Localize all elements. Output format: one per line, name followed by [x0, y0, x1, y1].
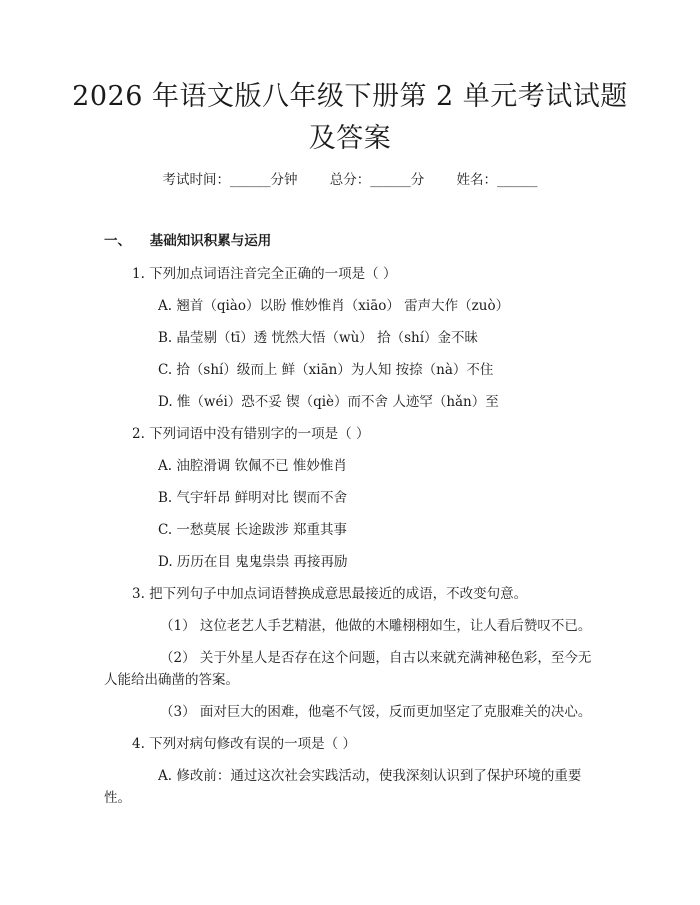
question-3-stem: 3. 把下列句子中加点词语替换成意思最接近的成语，不改变句意。 — [132, 586, 528, 602]
student-name: 姓名：______ — [456, 172, 538, 188]
question-1-option-a: A. 翘首（qiào）以盼 惟妙惟肖（xiāo） 雷声大作（zuò） — [158, 298, 510, 314]
question-1-stem: 1. 下列加点词语注音完全正确的一项是（ ） — [132, 266, 397, 282]
title-line-2: 及答案 — [308, 123, 392, 154]
question-3-item-1: （1） 这位老艺人手艺精湛，他做的木雕栩栩如生，让人看后赞叹不已。 — [160, 618, 592, 634]
question-2-option-a: A. 油腔滑调 钦佩不已 惟妙惟肖 — [158, 458, 347, 474]
question-2-option-c: C. 一愁莫展 长途跋涉 郑重其事 — [158, 522, 348, 538]
question-2-stem: 2. 下列词语中没有错别字的一项是（ ） — [132, 426, 370, 442]
total-score: 总分：______分 — [329, 172, 425, 188]
exam-time: 考试时间：______分钟 — [162, 172, 298, 188]
question-1-option-b: B. 晶莹剔（tī）透 恍然大悟（wù） 拾（shí）金不昧 — [158, 330, 479, 346]
question-4-option-a-continued: 性。 — [104, 790, 131, 806]
question-4-option-a: A. 修改前：通过这次社会实践活动，使我深刻认识到了保护环境的重要 — [158, 768, 582, 784]
question-4-stem: 4. 下列对病句修改有误的一项是（ ） — [132, 736, 356, 752]
question-3-item-3: （3） 面对巨大的困难，他毫不气馁，反而更加坚定了克服难关的决心。 — [160, 704, 592, 720]
exam-info — [0, 168, 700, 188]
section-title: 基础知识积累与运用 — [149, 233, 272, 249]
question-3-item-2: （2） 关于外星人是否存在这个问题，自古以来就充满神秘色彩，至今无 — [160, 650, 592, 666]
question-2-option-d: D. 历历在目 鬼鬼祟祟 再接再励 — [158, 554, 348, 570]
title-line-1: 2026 年语文版八年级下册第 2 单元考试试题 — [72, 81, 628, 112]
question-2-option-b: B. 气宇轩昂 鲜明对比 锲而不舍 — [158, 490, 348, 506]
question-3-item-2-continued: 人能给出确凿的答案。 — [104, 672, 239, 688]
section-number: 一、 — [104, 233, 131, 249]
page-title — [60, 76, 640, 160]
question-1-option-d: D. 惟（wéi）恐不妥 锲（qiè）而不舍 人迹罕（hǎn）至 — [158, 394, 499, 410]
section-heading — [104, 229, 271, 249]
question-1-option-c: C. 拾（shí）级而上 鲜（xiān）为人知 按捺（nà）不住 — [158, 362, 494, 378]
